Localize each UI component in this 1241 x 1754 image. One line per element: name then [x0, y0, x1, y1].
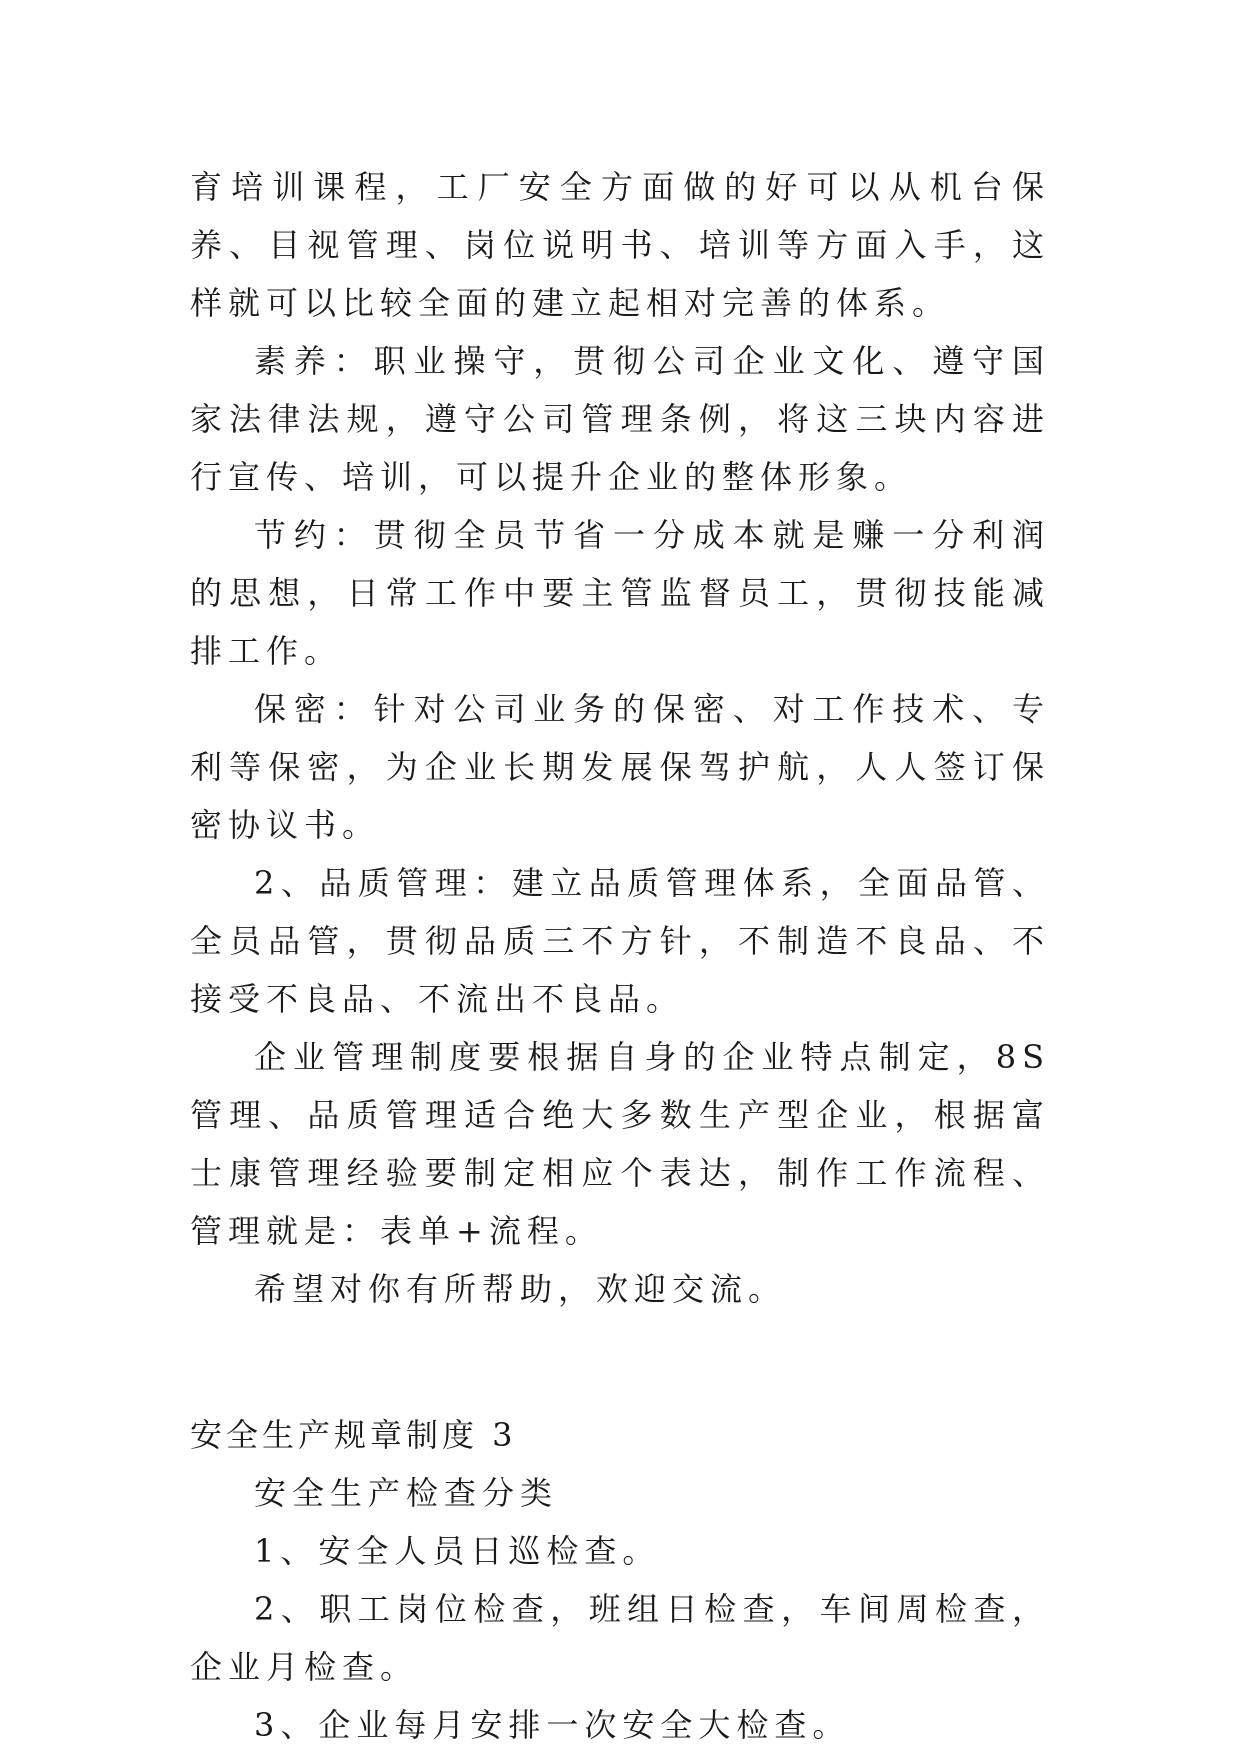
document-body [190, 158, 1050, 1754]
section-heading: 安全生产规章制度 3 [190, 1416, 517, 1454]
paragraph-literacy: 素养：职业操守，贯彻公司企业文化、遵守国家法律法规，遵守公司管理条例，将这三块内容进行宣传、培训，可以提升企业的整体形象。 [190, 342, 1050, 496]
paragraph-continued: 育培训课程，工厂安全方面做的好可以从机台保养、目视管理、岗位说明书、培训等方面入手，这样就可以比较全面的建立起相对完善的体系。 [190, 168, 1050, 322]
paragraph-check-item-2: 2、职工岗位检查，班组日检查，车间周检查，企业月检查。 [190, 1590, 1050, 1686]
paragraph-check-category: 安全生产检查分类 [254, 1474, 559, 1512]
paragraph-saving: 节约：贯彻全员节省一分成本就是赚一分利润的思想，日常工作中要主管监督员工，贯彻技能减排工作。 [190, 516, 1050, 670]
paragraph-confidentiality: 保密：针对公司业务的保密、对工作技术、专利等保密，为企业长期发展保驾护航，人人签订保密协议书。 [190, 690, 1050, 844]
paragraph-check-item-3: 3、企业每月安排一次安全大检查。 [254, 1706, 851, 1744]
paragraph-quality-management: 2、品质管理：建立品质管理体系，全面品管、全员品管，贯彻品质三不方针，不制造不良品、不接受不良品、不流出不良品。 [190, 864, 1050, 1018]
paragraph-check-item-1: 1、安全人员日巡检查。 [254, 1532, 661, 1570]
paragraph-closing: 希望对你有所帮助，欢迎交流。 [254, 1270, 787, 1308]
paragraph-management-system: 企业管理制度要根据自身的企业特点制定，8S管理、品质管理适合绝大多数生产型企业，根据富士康管理经验要制定相应个表达，制作工作流程、管理就是：表单+流程。 [190, 1038, 1050, 1250]
